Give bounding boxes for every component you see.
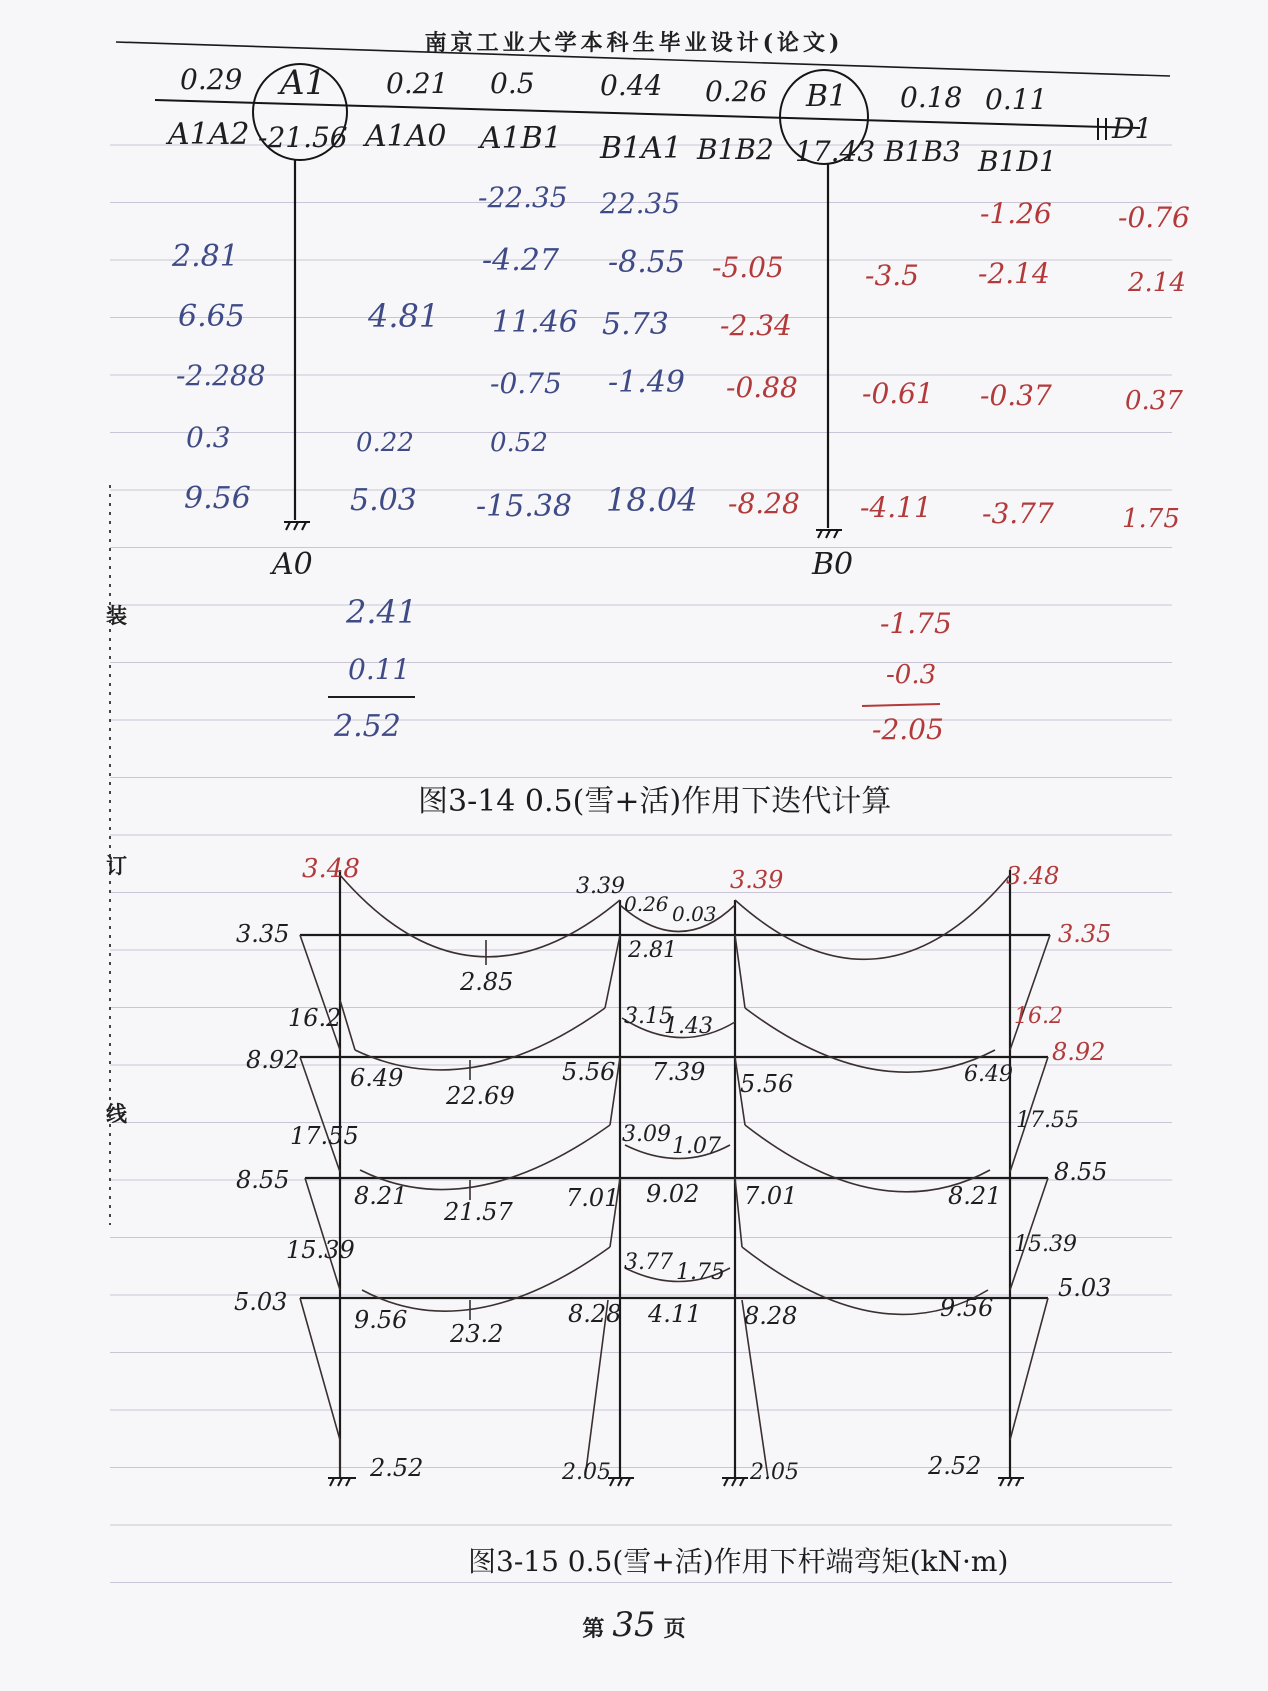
cell-r4-a1b1: -0.75 xyxy=(490,367,562,400)
cell-final-b1b3: -4.11 xyxy=(860,491,932,524)
label-f3-right-end: 8.92 xyxy=(1052,1038,1106,1066)
joint-label-a1: A1 xyxy=(280,63,327,103)
cell-r3-b1b2: -2.34 xyxy=(720,309,792,342)
factor-b1b3: 0.18 xyxy=(900,81,963,114)
sum-left-2: 0.11 xyxy=(348,653,411,686)
label-f1-right-column: 15.39 xyxy=(1014,1232,1077,1257)
sum-right-1: -1.75 xyxy=(880,607,952,640)
base-supports xyxy=(328,1478,1024,1486)
cell-r1-b1d1: -1.26 xyxy=(980,197,1052,230)
label-base-center-right: 2.05 xyxy=(750,1460,799,1485)
label-roof-mid-2: 0.03 xyxy=(672,902,717,926)
member-b1b3: B1B3 xyxy=(884,135,961,168)
cell-r2-b1d1: -2.14 xyxy=(978,257,1050,290)
member-b1a1: B1A1 xyxy=(600,131,682,166)
joint-label-b1: B1 xyxy=(806,79,848,114)
member-a1a2: A1A2 xyxy=(168,117,250,152)
label-f2-a: 8.21 xyxy=(354,1182,408,1210)
cell-final-b1d1: -3.77 xyxy=(982,497,1054,530)
label-base-center-left: 2.05 xyxy=(562,1460,611,1485)
factor-b1b2: 0.26 xyxy=(705,75,768,108)
member-a1a0: A1A0 xyxy=(365,119,447,154)
cell-final-b1b2: -8.28 xyxy=(728,487,800,520)
label-roof-mid-1: 0.26 xyxy=(624,892,669,916)
label-roof-right-column: 3.35 xyxy=(1058,920,1112,948)
page-suffix: 页 xyxy=(663,1616,686,1642)
binding-char-xian: 线 xyxy=(106,1101,127,1126)
cell-r3-a1a0: 4.81 xyxy=(368,297,440,335)
page-number-value: 35 xyxy=(612,1605,656,1645)
label-f3-midspan: 22.69 xyxy=(446,1082,515,1110)
member-b1d1: B1D1 xyxy=(978,145,1057,178)
page-header: 南京工业大学本科生毕业设计(论文) xyxy=(424,30,844,56)
cell-final-a1a2: 9.56 xyxy=(184,481,251,516)
label-f3-b: 5.56 xyxy=(562,1058,616,1086)
support-label-a0: A0 xyxy=(272,547,313,582)
label-roof-center-right: 3.39 xyxy=(730,866,784,894)
sum-right-2: -0.3 xyxy=(886,660,937,690)
member-b1b2: B1B2 xyxy=(697,133,774,166)
label-f2-b: 7.01 xyxy=(566,1184,620,1212)
label-f1-right-end: 5.03 xyxy=(1058,1274,1112,1302)
label-f2-mid-1: 3.09 xyxy=(622,1122,671,1147)
cell-r1-b1a1: 22.35 xyxy=(600,187,681,220)
node-label-d1: D1 xyxy=(1112,112,1153,145)
cell-r5-a1a0: 0.22 xyxy=(356,428,414,458)
label-f3-right-column: 16.2 xyxy=(1014,1004,1063,1029)
factor-a1a0: 0.21 xyxy=(386,67,449,100)
cell-r3-b1a1: 5.73 xyxy=(602,307,669,342)
label-roof-mid-3: 2.81 xyxy=(628,938,677,963)
label-f1-midspan: 23.2 xyxy=(450,1320,504,1348)
cell-r2-d1: 2.14 xyxy=(1128,268,1186,298)
cell-r3-a1b1: 11.46 xyxy=(492,305,578,340)
cell-r4-b1d1: -0.37 xyxy=(980,379,1052,412)
label-f3-left-end: 8.92 xyxy=(246,1046,300,1074)
label-f2-d: 7.01 xyxy=(744,1182,798,1210)
page-number xyxy=(0,1605,1268,1645)
label-f2-left-end: 8.55 xyxy=(236,1166,290,1194)
label-f1-d: 8.28 xyxy=(744,1302,798,1330)
cell-r5-a1a2: 0.3 xyxy=(186,421,231,454)
label-f1-c: 4.11 xyxy=(648,1300,702,1328)
label-f3-mid-1: 3.15 xyxy=(624,1004,673,1029)
cell-final-d1: 1.75 xyxy=(1122,504,1180,534)
cell-r3-a1a2: 6.65 xyxy=(178,299,245,334)
cell-r4-a1a2: -2.288 xyxy=(176,359,266,392)
label-f1-left-column: 15.39 xyxy=(286,1236,355,1264)
cell-r4-b1a1: -1.49 xyxy=(608,365,685,400)
cell-r2-b1a1: -8.55 xyxy=(608,245,685,280)
sum-left-total: 2.52 xyxy=(334,709,401,744)
label-roof-left-column: 3.35 xyxy=(236,920,290,948)
cell-final-a1b1: -15.38 xyxy=(476,489,573,524)
label-f1-mid-1: 3.77 xyxy=(624,1250,673,1275)
factor-b1a1: 0.44 xyxy=(600,69,663,102)
cell-r1-d1: -0.76 xyxy=(1118,201,1190,234)
cell-r2-b1b3: -3.5 xyxy=(865,259,919,292)
cell-r4-d1: 0.37 xyxy=(1125,386,1183,416)
cell-r4-b1b2: -0.88 xyxy=(726,371,798,404)
label-roof-right-end: 3.48 xyxy=(1006,862,1060,890)
cell-r5-a1b1: 0.52 xyxy=(490,428,548,458)
label-f1-b: 8.28 xyxy=(568,1300,622,1328)
label-f1-mid-2: 1.75 xyxy=(676,1260,725,1285)
support-label-b0: B0 xyxy=(812,547,854,582)
label-f2-c: 9.02 xyxy=(646,1180,700,1208)
cell-final-a1a0: 5.03 xyxy=(350,483,417,518)
factor-a1a2: 0.29 xyxy=(180,63,243,96)
label-f1-e: 9.56 xyxy=(940,1294,994,1322)
label-f2-right-column: 17.55 xyxy=(1016,1108,1079,1133)
label-f1-a: 9.56 xyxy=(354,1306,408,1334)
factor-a1b1: 0.5 xyxy=(490,67,535,100)
label-roof-left-end: 3.48 xyxy=(302,854,360,884)
binding-char-ding: 订 xyxy=(106,853,127,878)
midspan-ordinates xyxy=(470,940,486,1320)
fixed-end-moment-a1: -21.56 xyxy=(258,121,348,154)
label-f2-midspan: 21.57 xyxy=(444,1198,513,1226)
label-base-left: 2.52 xyxy=(370,1454,424,1482)
sum-right-total: -2.05 xyxy=(872,713,944,746)
cell-r4-b1b3: -0.61 xyxy=(862,377,934,410)
label-f3-left-column: 16.2 xyxy=(288,1004,342,1032)
factor-b1d1: 0.11 xyxy=(985,83,1048,116)
cell-r2-a1a2: 2.81 xyxy=(172,239,239,274)
figure-caption-3-15: 图3-15 0.5(雪+活)作用下杆端弯矩(kN·m) xyxy=(468,1545,1009,1578)
label-f1-left-end: 5.03 xyxy=(234,1288,288,1316)
binding-char-zhuang: 装 xyxy=(106,603,127,628)
label-f3-c: 7.39 xyxy=(652,1058,706,1086)
cell-final-b1a1: 18.04 xyxy=(606,481,698,519)
member-a1b1: A1B1 xyxy=(480,121,562,156)
label-f3-e: 6.49 xyxy=(964,1062,1013,1087)
cell-r1-a1b1: -22.35 xyxy=(478,181,568,214)
label-roof-center-left: 3.39 xyxy=(576,874,625,899)
label-f2-e: 8.21 xyxy=(948,1182,1002,1210)
moment-curve-f3-right xyxy=(745,1008,995,1072)
label-f2-right-end: 8.55 xyxy=(1054,1158,1108,1186)
cell-r2-b1b2: -5.05 xyxy=(712,251,784,284)
figure-caption-3-14: 图3-14 0.5(雪+活)作用下迭代计算 xyxy=(418,784,892,819)
label-f2-left-column: 17.55 xyxy=(290,1122,359,1150)
label-f3-mid-2: 1.43 xyxy=(664,1014,713,1039)
sum-left-1: 2.41 xyxy=(346,593,418,631)
fixed-end-moment-b1: 17.43 xyxy=(795,135,876,168)
page-prefix: 第 xyxy=(582,1616,605,1642)
label-f3-d: 5.56 xyxy=(740,1070,794,1098)
label-roof-midspan: 2.85 xyxy=(460,968,514,996)
label-f3-a: 6.49 xyxy=(350,1064,404,1092)
label-f2-mid-2: 1.07 xyxy=(672,1134,721,1159)
label-base-right: 2.52 xyxy=(928,1452,982,1480)
moment-curve-f2-left xyxy=(360,1125,610,1190)
cell-r2-a1b1: -4.27 xyxy=(482,243,559,278)
